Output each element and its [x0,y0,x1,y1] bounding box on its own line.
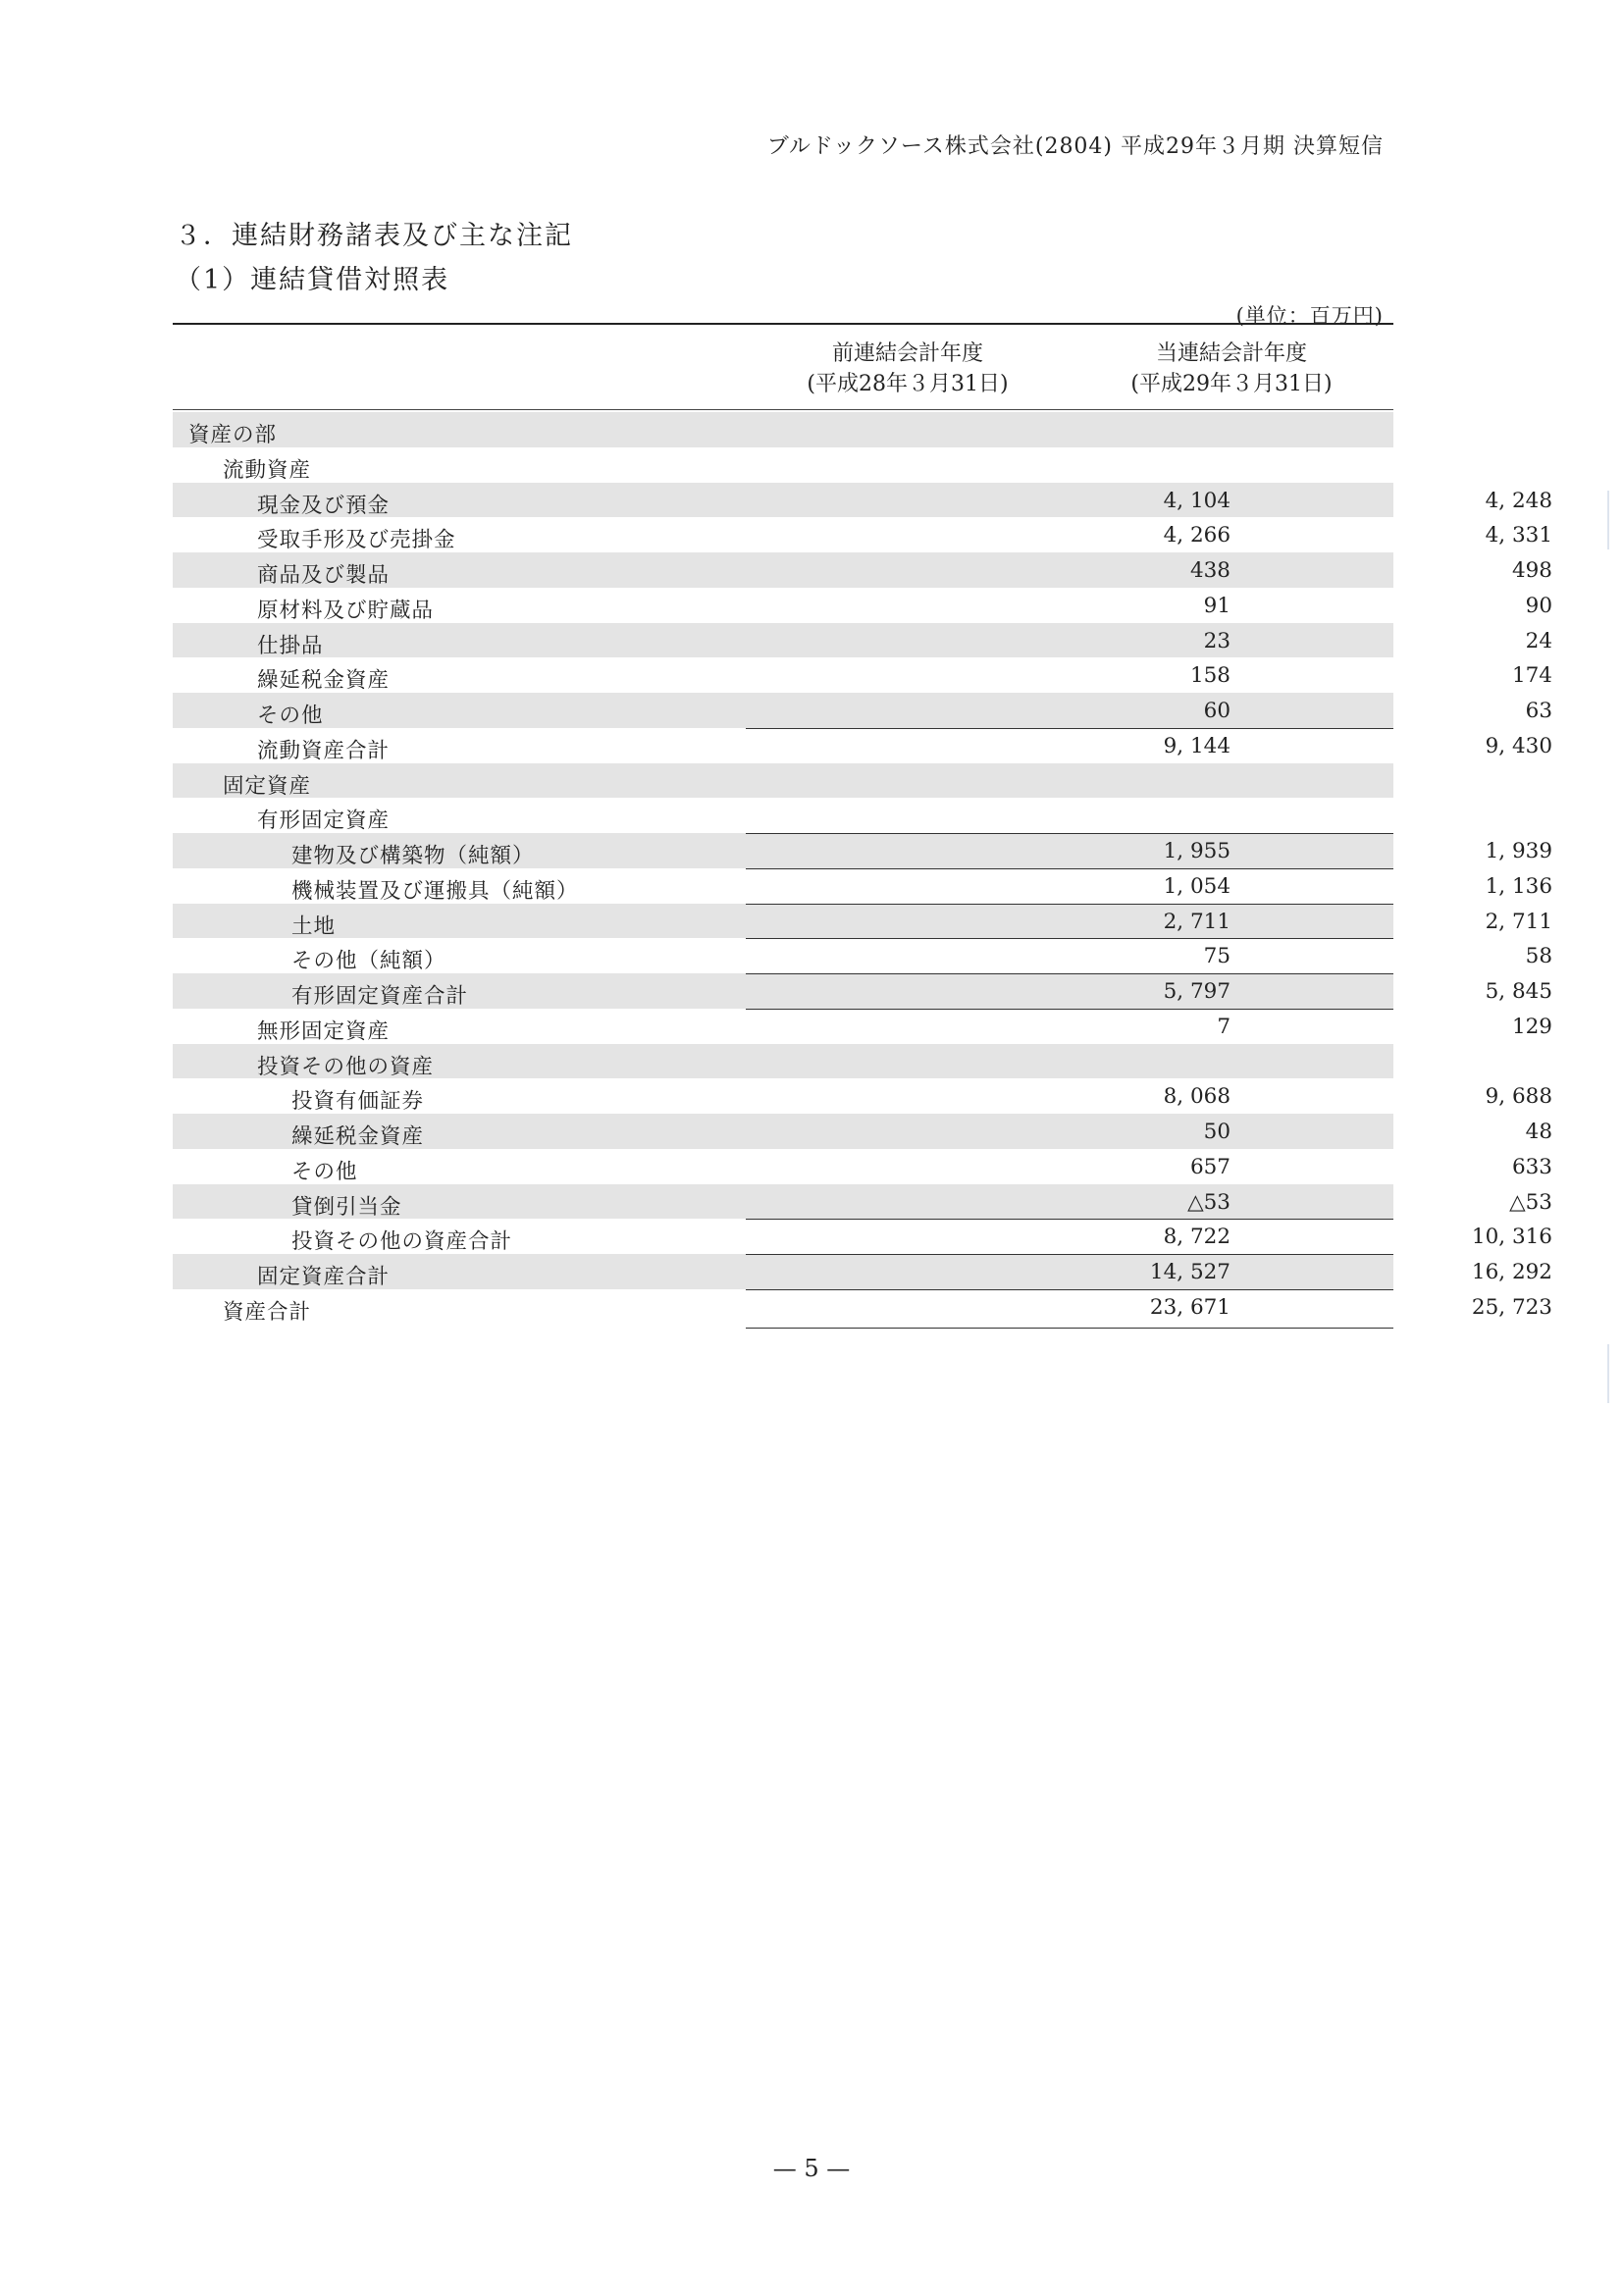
value-prev: 23 [1203,628,1230,653]
table-row [173,693,1552,728]
row-label: その他（純額） [291,949,446,974]
row-label: 商品及び製品 [257,563,391,588]
value-curr: 10, 316 [1471,1225,1552,1250]
value-prev: 9, 144 [1163,733,1230,758]
table-row [173,904,1552,939]
column-header-curr-line2: (平成29年３月31日) [1130,372,1333,396]
table-row [173,623,1552,658]
value-curr: 1, 136 [1485,873,1552,899]
value-prev: 4, 266 [1163,523,1230,548]
value-curr: 498 [1511,558,1552,583]
row-label: その他 [257,704,324,728]
value-curr: 63 [1525,699,1552,723]
column-header-prev-line1: 前連結会計年度 [831,341,983,366]
row-label: 資産合計 [223,1299,312,1325]
table-row [173,868,1552,904]
value-curr: 24 [1525,628,1552,653]
value-prev: 50 [1203,1120,1230,1144]
table-row [173,588,1552,623]
table-row [173,1044,1393,1079]
value-curr: 90 [1525,593,1552,618]
value-prev: 438 [1189,558,1230,583]
table-row [173,938,1552,974]
header-rule [173,409,1393,410]
row-label: 流動資産合計 [257,738,391,763]
row-label: 現金及び預金 [257,493,391,518]
row-label: 無形固定資産 [257,1018,391,1044]
table-row [173,1009,1552,1044]
scan-artifact [1607,1344,1609,1403]
sub-title: （1）連結貸借対照表 [175,265,450,295]
value-curr: 9, 430 [1485,733,1552,758]
table-row [173,763,1393,799]
row-label: 土地 [291,913,337,939]
row-label: 繰延税金資産 [257,668,391,694]
row-label: 有形固定資産合計 [291,984,469,1009]
value-prev: 8, 722 [1163,1225,1230,1250]
column-header-curr [1070,339,1393,399]
row-label: 固定資産合計 [257,1265,391,1289]
row-label: 有形固定資産 [257,809,391,834]
table-row [173,833,1552,868]
value-prev: 4, 104 [1163,488,1230,513]
table-row [173,1149,1552,1184]
value-curr: 2, 711 [1485,909,1552,934]
value-prev: 23, 671 [1149,1294,1230,1320]
table-row [173,447,1393,483]
value-curr: 174 [1511,663,1552,689]
balance-sheet-table [173,412,1552,1325]
table-row [173,412,1393,447]
value-prev: △53 [1187,1189,1230,1215]
table-row [173,1078,1552,1115]
table-row-subtotal [173,1254,1552,1289]
value-prev: 14, 527 [1149,1260,1230,1284]
value-curr: 129 [1511,1014,1552,1039]
document-header: ブルドックソース株式会社(2804) 平成29年３月期 決算短信 [766,134,1384,159]
value-prev: 1, 054 [1163,873,1230,899]
value-curr: 4, 248 [1485,488,1552,513]
table-row-subtotal [173,1219,1552,1255]
row-label: 資産の部 [188,423,278,447]
value-prev: 657 [1189,1154,1230,1179]
value-prev: 60 [1203,699,1230,723]
row-label: 投資その他の資産合計 [291,1229,513,1255]
value-curr: 633 [1511,1154,1552,1179]
value-prev: 5, 797 [1163,979,1230,1004]
value-curr: 48 [1525,1120,1552,1144]
column-header-prev-line2: (平成28年３月31日) [807,372,1009,396]
value-curr: 1, 939 [1485,839,1552,863]
table-top-rule [173,323,1393,325]
value-curr: 58 [1525,944,1552,969]
row-label: その他 [291,1159,358,1184]
table-row [173,1184,1552,1220]
row-label: 受取手形及び売掛金 [257,528,456,553]
value-curr: 16, 292 [1471,1260,1552,1284]
row-label: 建物及び構築物（純額） [291,844,535,868]
table-row [173,552,1552,588]
row-label: 固定資産 [223,773,312,799]
scan-artifact [1607,491,1609,549]
row-label: 貸倒引当金 [291,1194,402,1220]
table-row [173,657,1552,694]
value-prev: 7 [1217,1014,1230,1039]
column-header-prev [746,339,1070,399]
value-prev: 75 [1203,944,1230,969]
table-row-subtotal [173,728,1552,763]
row-label: 流動資産 [223,457,312,483]
value-prev: 8, 068 [1163,1084,1230,1110]
row-label: 仕掛品 [257,633,324,658]
row-label: 投資有価証券 [291,1089,425,1115]
row-label: 原材料及び貯蔵品 [257,598,435,623]
unit-label: (単位：百万円) [1235,304,1384,328]
table-row [173,483,1552,518]
section-title: ３．連結財務諸表及び主な注記 [175,221,573,251]
value-prev: 1, 955 [1163,839,1230,863]
table-row [173,1114,1552,1149]
row-label: 投資その他の資産 [257,1054,435,1079]
value-curr: 25, 723 [1471,1294,1552,1320]
row-label: 機械装置及び運搬具（純額） [291,878,579,904]
table-row [173,517,1552,553]
value-prev: 158 [1189,663,1230,689]
value-curr: 5, 845 [1485,979,1552,1004]
value-curr: △53 [1509,1189,1552,1215]
value-curr: 9, 688 [1485,1084,1552,1110]
value-curr: 4, 331 [1485,523,1552,548]
page-number: — 5 — [772,2155,851,2182]
table-row-subtotal [173,973,1552,1009]
value-prev: 91 [1203,593,1230,618]
row-label: 繰延税金資産 [291,1124,425,1149]
table-row [173,798,1393,833]
column-header-curr-line1: 当連結会計年度 [1155,341,1307,366]
value-prev: 2, 711 [1163,909,1230,934]
table-row-total [173,1289,1552,1325]
